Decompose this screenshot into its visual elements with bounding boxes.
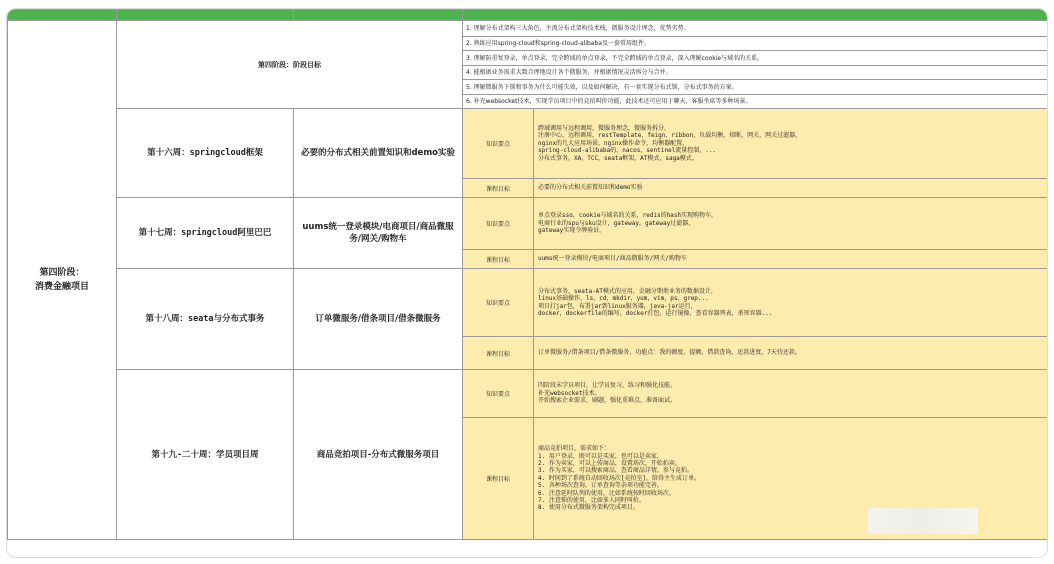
knowledge-line: spring-cloud-alibaba的，nacos，sentinel流量控制，... <box>538 147 717 155</box>
stage-goal-item: 3. 理解防重复登录，单点登录，完全跨域的单点登录，不完全跨域的单点登录，深入理解cookie与域名的关系。 <box>463 51 1048 66</box>
stage-cell <box>8 21 117 540</box>
knowledge-line: 开始搜索企业需求，刷题，强化重难点，准备面试。 <box>538 397 677 405</box>
goal-line: 4. 时间到了系统自动回收场次[竞拍室]，给得主生成订单。 <box>538 474 701 482</box>
knowledge-label: 知识要点 <box>463 109 534 179</box>
knowledge-label: 知识要点 <box>463 269 534 337</box>
stage-goal-item: 6. 补充websocket技术，实现学员项目中的竞拍叫价功能，此技术还可应用于聊天，客服坐席等多种场景。 <box>463 95 1048 109</box>
knowledge-line: 四阶段末学员项目，让学员复习，练习和强化技能。 <box>538 382 677 390</box>
knowledge-content <box>534 198 1048 250</box>
goal-line: 1. 用户登录，既可以是买家，也可以是卖家， <box>538 452 663 460</box>
goal-line: 6. 注意延时队列的使用，比如系统按时回收场次。 <box>538 489 675 497</box>
knowledge-line: nginx的几大应用场景，nginx操作命令，均衡器配置， <box>538 139 689 147</box>
knowledge-line: 跨域调用与远程调用，微服务理念，微服务拆分， <box>538 124 671 132</box>
goal-label: 课程目标 <box>463 250 534 269</box>
goal-content: 必要的分布式相关前置知识和demo实验 <box>534 179 1048 198</box>
knowledge-line: 分布式事务，XA，TCC，seata框架，AT模式，saga模式。 <box>538 154 698 162</box>
stage-goal-title: 第四阶段：阶段目标 <box>117 21 463 109</box>
header-cell <box>8 10 117 21</box>
goal-line: 3. 作为买家，可以搜索商品，查看商品详情，参与竞拍。 <box>538 467 693 475</box>
goal-line: 商品竞拍项目，需求如下： <box>538 445 611 453</box>
week-title <box>117 370 294 540</box>
goal-line: 7. 注意锁的使用，比如多人同时叫价。 <box>538 497 645 505</box>
stage-label-line1: 第四阶段： <box>39 268 85 278</box>
knowledge-content <box>534 269 1048 337</box>
week-title: 第十七周：springcloud阿里巴巴 <box>117 198 294 269</box>
stage-goal-item: 1. 理解分布式架构三大角色，主流分布式架构技术栈，微服务设计理念，优势劣势。 <box>463 21 1048 37</box>
knowledge-line: 分布式事务，seata-AT模式的应用，金融分期类业务的数据设计， <box>538 287 717 295</box>
curriculum-table-frame <box>6 8 1048 558</box>
week-title: 第十六周：springcloud框架 <box>117 109 294 198</box>
stage-goal-item: 2. 熟练应用spring-cloud和spring-cloud-alibaba及一套常用组件。 <box>463 37 1048 51</box>
goal-label: 课程目标 <box>463 179 534 198</box>
goal-label: 课程目标 <box>463 337 534 370</box>
week-topic: 商品竞拍项目-分布式微服务项目 <box>294 370 463 540</box>
week-title-text: 第十九-二十周：学员项目周 <box>151 449 259 460</box>
curriculum-table <box>7 9 1048 540</box>
week-topic: uums统一登录模块/电商项目/商品微服务/网关/购物车 <box>294 198 463 269</box>
goal-line: 2. 作为卖家，可以上传商品，设置场次，开始拍卖。 <box>538 459 681 467</box>
header-row <box>8 10 1048 21</box>
stage-goal-item: 4. 能根据业务需求大数合理地设计各个微服务，并根据情况灵活拆分与合并。 <box>463 66 1048 80</box>
knowledge-line: docker，dockerfile的编写，docker打包，运行镜像，查看容器列表，杀死容器... <box>538 309 773 317</box>
goal-content: uums统一登录模块/电商项目/商品微服务/网关/购物车 <box>534 250 1048 269</box>
header-cell <box>117 10 294 21</box>
knowledge-line: 单点登录sso，cookie与域名的关系，redis的hash实现购物车， <box>538 212 718 220</box>
header-cell <box>294 10 463 21</box>
knowledge-line: 注册中心，远程调用，restTemplate，feign，ribbon，负载均衡，熔断，网关，网关过滤器， <box>538 132 802 140</box>
blurred-watermark <box>868 508 978 534</box>
week-topic: 必要的分布式相关前置知识和demo实验 <box>294 109 463 198</box>
knowledge-line: linux基础操作，ls，cd，mkdir，yum，vim，ps，grep... <box>538 295 709 303</box>
goal-label: 课程目标 <box>463 418 534 540</box>
goal-line: 5. 各种场次查询，订单查询等杂项功能完善。 <box>538 482 663 490</box>
knowledge-content <box>534 109 1048 179</box>
goal-line: 8. 使用分布式微服务架构完成项目。 <box>538 504 639 512</box>
header-cell <box>463 10 1048 21</box>
knowledge-line: 补充websocket技术。 <box>538 389 601 397</box>
knowledge-label: 知识要点 <box>463 370 534 418</box>
stage-label-line2: 消费金融项目 <box>34 282 89 292</box>
goal-content: 订单微服务/借条项目/借条微服务，功能点：我的额度，提额，借款查询，还款进度，7天待还款。 <box>534 337 1048 370</box>
knowledge-line: 电商行业的spu与sku设计，gateway，gateway过滤器， <box>538 219 695 227</box>
knowledge-content <box>534 370 1048 418</box>
knowledge-line: 项目打jar包，布署jar到linux服务器，java-jar运行， <box>538 302 697 310</box>
stage-goal-item: 5. 理解微服务下锁和事务为什么可能失效，以及如何解决，有一套实现分布式锁，分布式事务的方案。 <box>463 80 1048 95</box>
week-title: 第十八周：seata与分布式事务 <box>117 269 294 370</box>
week-topic: 订单微服务/借条项目/借条微服务 <box>294 269 463 370</box>
knowledge-label: 知识要点 <box>463 198 534 250</box>
knowledge-line: gateway实现令牌验证。 <box>538 227 606 235</box>
